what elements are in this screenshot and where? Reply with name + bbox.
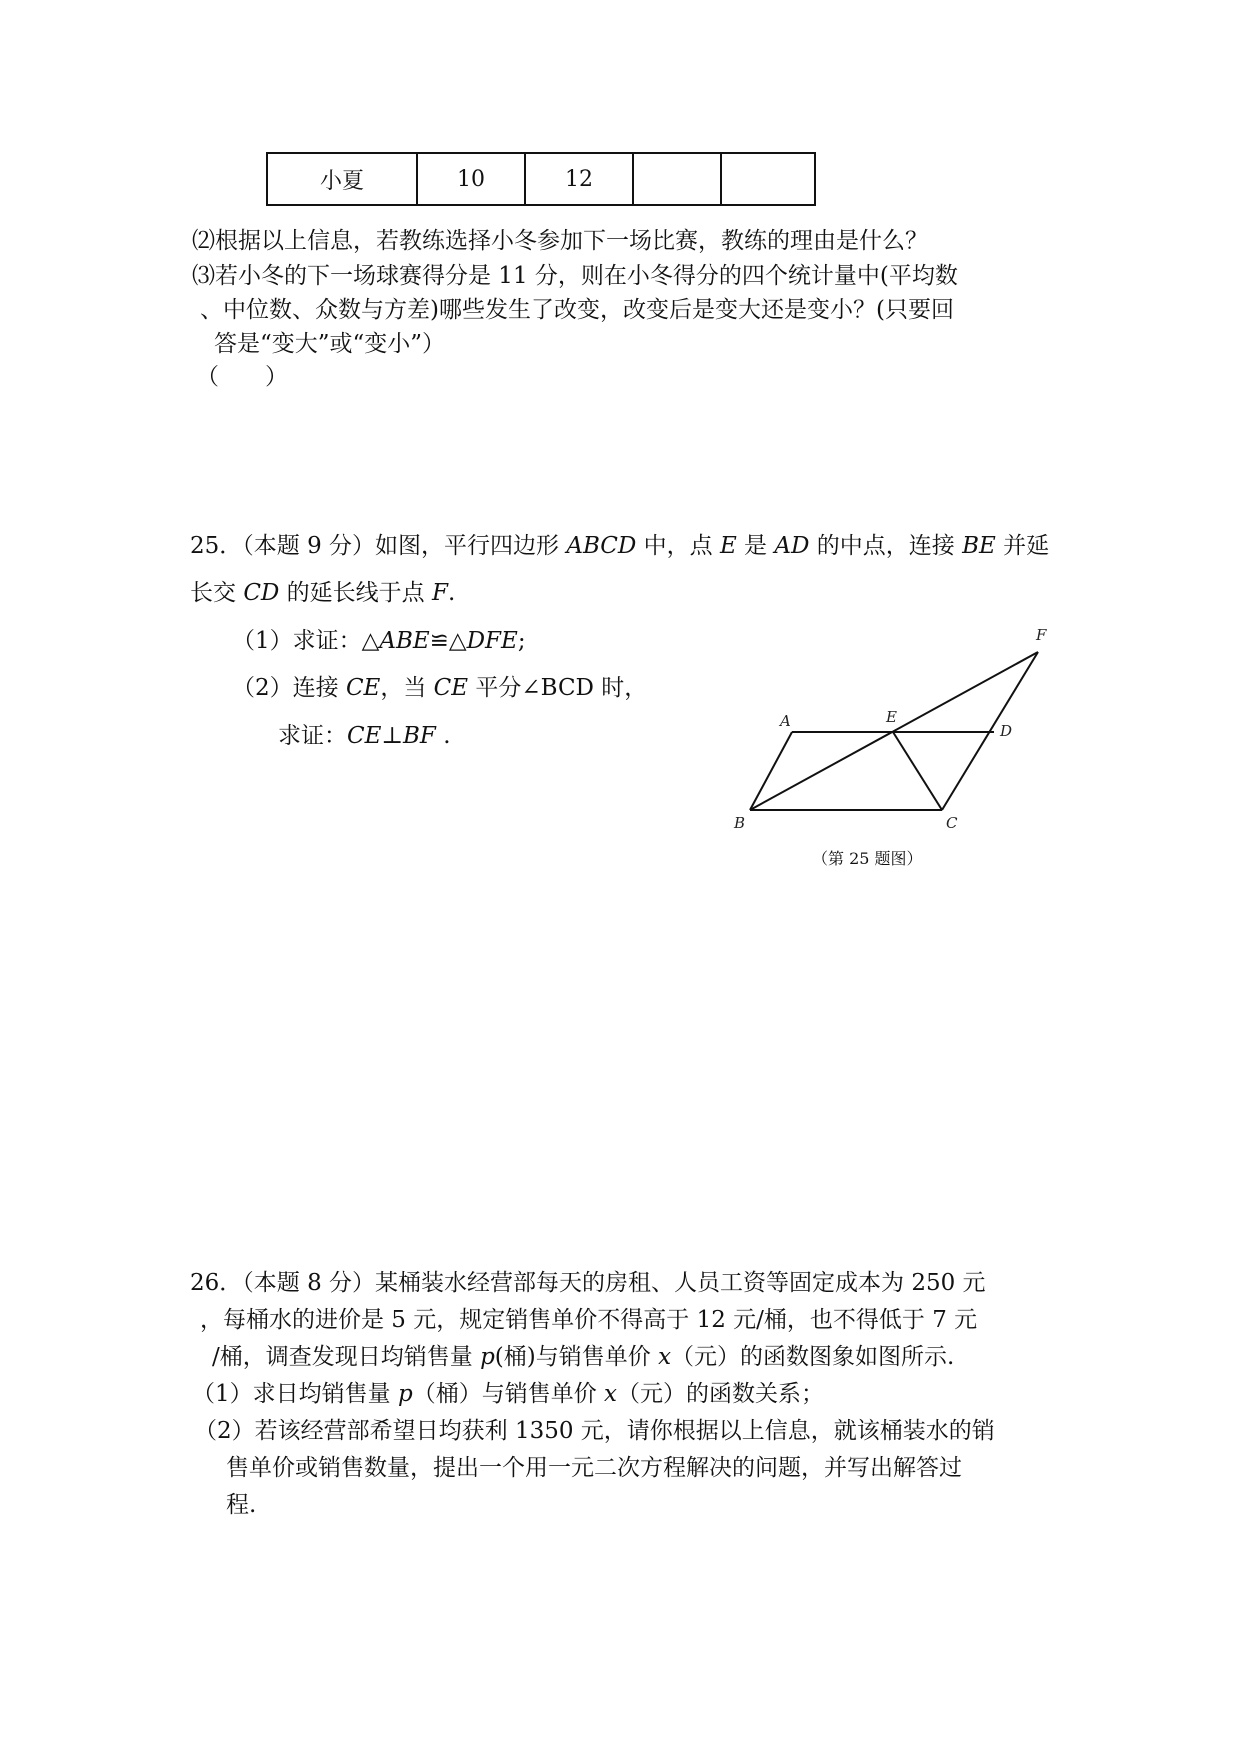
table-cell: 10 xyxy=(417,153,525,205)
label-a: A xyxy=(780,712,791,730)
text: （2）连接 xyxy=(232,675,346,701)
text: F xyxy=(431,580,448,606)
text: p xyxy=(480,1344,495,1370)
text: 并延 xyxy=(995,533,1050,559)
text: BF xyxy=(403,723,436,749)
text: BE xyxy=(962,533,996,559)
text: （元）的函数关系； xyxy=(616,1381,824,1407)
q26-line2: ，每桶水的进价是 5 元，规定销售单价不得高于 12 元/桶，也不得低于 7 元 xyxy=(200,1307,978,1333)
q25-line2 xyxy=(190,574,455,607)
text: （元）的函数图象如图所示. xyxy=(671,1344,955,1370)
text: DFE xyxy=(466,628,518,654)
parallelogram-figure xyxy=(720,620,1080,870)
table-row xyxy=(267,153,815,205)
text: 平分∠BCD 时， xyxy=(468,675,648,701)
table-cell: 12 xyxy=(525,153,633,205)
q24-part3-line2: 、中位数、众数与方差)哪些发生了改变，改变后是变大还是变小？(只要回 xyxy=(200,297,954,323)
q26-line1: 26．（本题 8 分）某桶装水经营部每天的房租、人员工资等固定成本为 250 元 xyxy=(190,1270,986,1296)
q25-sub1 xyxy=(232,622,526,655)
table-cell xyxy=(721,153,815,205)
label-c: C xyxy=(946,814,958,832)
text: （1）求证：△ xyxy=(232,628,380,654)
text: x xyxy=(604,1381,617,1407)
label-b: B xyxy=(734,814,746,832)
q25-line1 xyxy=(190,527,1049,560)
text: (桶)与销售单价 xyxy=(494,1344,659,1370)
text: ≌△ xyxy=(429,628,467,654)
text: （桶）与销售单价 xyxy=(412,1381,604,1407)
text: 长交 xyxy=(190,580,244,606)
text: 求证： xyxy=(278,723,347,749)
label-d: D xyxy=(1000,722,1013,740)
text: ABCD xyxy=(566,533,637,559)
text: ; xyxy=(517,628,526,654)
label-f: F xyxy=(1036,626,1047,644)
text: CE xyxy=(345,675,381,701)
table-cell: 小夏 xyxy=(267,153,417,205)
figure-caption: （第 25 题图） xyxy=(812,849,923,868)
table-cell xyxy=(633,153,721,205)
text: ABE xyxy=(379,628,430,654)
text: ，当 xyxy=(380,675,434,701)
text: . xyxy=(447,580,456,606)
text: p xyxy=(397,1381,413,1407)
q25-sub2-prove xyxy=(278,717,451,750)
q24-blank: （ ） xyxy=(196,364,288,390)
text: E xyxy=(719,533,737,559)
q26-line3 xyxy=(212,1338,954,1371)
text: . xyxy=(435,723,451,749)
q26-sub2-line2: 售单价或销售数量，提出一个用一元二次方程解决的问题，并写出解答过 xyxy=(226,1455,962,1481)
q24-part3-line1: ⑶若小冬的下一场球赛得分是 11 分，则在小冬得分的四个统计量中(平均数 xyxy=(192,263,958,289)
text: AD xyxy=(774,533,810,559)
text: 中，点 xyxy=(636,533,720,559)
score-table xyxy=(266,152,816,206)
text: 的延长线于点 xyxy=(279,580,432,606)
label-e: E xyxy=(886,708,897,726)
text: （1）求日均销售量 xyxy=(192,1381,398,1407)
q25-sub2 xyxy=(232,669,647,702)
q26-sub2-line3: 程. xyxy=(226,1492,257,1518)
text: CE xyxy=(347,723,382,749)
q24-part3-line3: 答是“变大”或“变小”） xyxy=(214,331,446,357)
segment-ce xyxy=(893,732,942,810)
text: 25．（本题 9 分）如图，平行四边形 xyxy=(190,533,567,559)
text: ⊥ xyxy=(381,723,404,749)
text: x xyxy=(658,1344,672,1370)
text: 的中点，连接 xyxy=(809,533,963,559)
text: /桶，调查发现日均销售量 xyxy=(212,1344,481,1370)
q26-sub2-line1: （2）若该经营部希望日均获利 1350 元，请你根据以上信息，就该桶装水的销 xyxy=(194,1418,995,1444)
text: 是 xyxy=(736,533,775,559)
q24-part2: ⑵根据以上信息，若教练选择小冬参加下一场比赛，教练的理由是什么？ xyxy=(192,228,928,254)
text: CE xyxy=(433,675,469,701)
text: CD xyxy=(243,580,280,606)
q26-sub1 xyxy=(192,1375,824,1408)
